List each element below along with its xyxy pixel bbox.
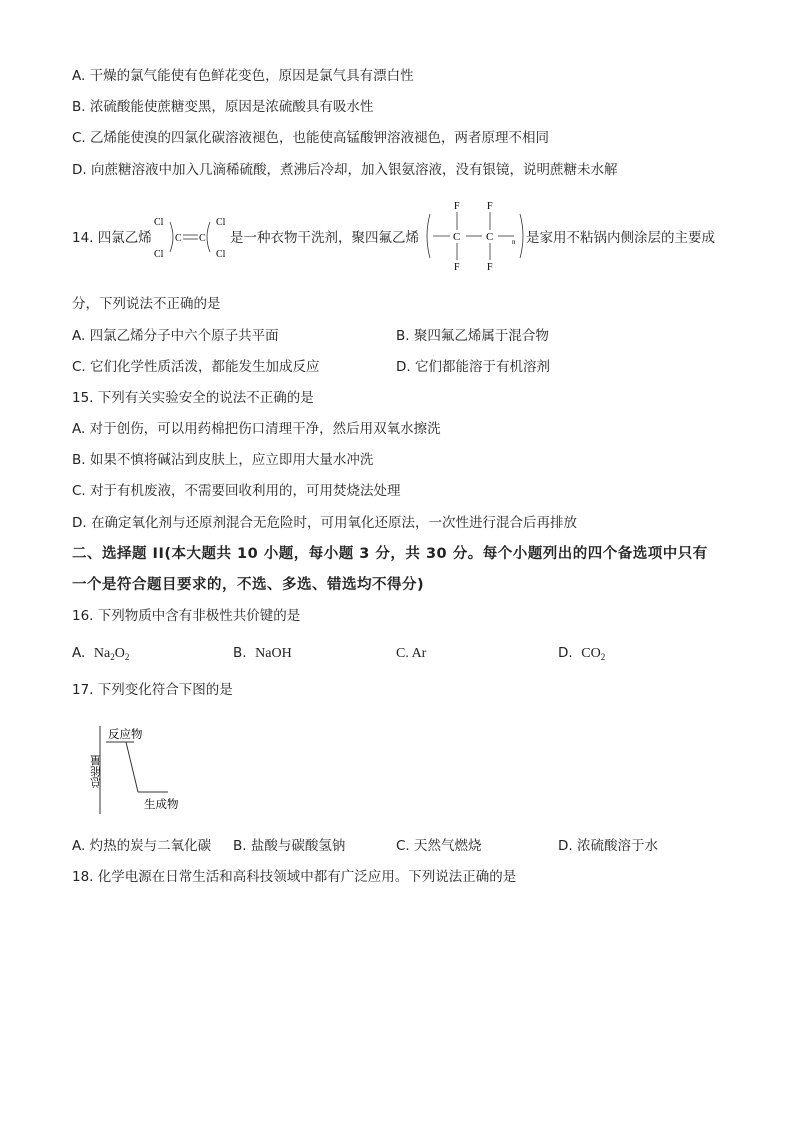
ptfe-carbon-2: C: [486, 231, 494, 243]
q16-option-b: B. NaOH: [233, 645, 292, 661]
section-2-heading-line2: 一个是符合题目要求的，不选、多选、错选均不得分): [72, 577, 425, 593]
q14-stem-continuation: 分，下列说法不正确的是: [72, 296, 221, 312]
q16-option-a: A. $Na_2O_2$: [72, 645, 130, 662]
cl-atom-top-right: Cl: [216, 217, 226, 228]
q15-option-b: B. 如果不慎将碱沾到皮肤上，应立即用大量水冲洗: [72, 452, 374, 468]
section-2-heading-line1: 二、选择题 II(本大题共 10 小题，每小题 3 分，共 30 分。每个小题列出的四个备选项中只有: [72, 546, 708, 562]
ptfe-carbon-1: C: [453, 231, 461, 243]
f-atom-1: F: [454, 201, 460, 212]
q17-option-a: A. 灼热的炭与二氧化碳: [72, 838, 212, 854]
q14-stem-prefix: 14. 四氯乙烯: [72, 230, 152, 246]
q18-stem: 18. 化学电源在日常生活和高科技领域中都有广泛应用。下列说法正确的是: [72, 869, 517, 885]
q15-option-d: D. 在确定氧化剂与还原剂混合无危险时，可用氧化还原法，一次性进行混合后再排放: [72, 515, 577, 531]
q17-option-c: C. 天然气燃烧: [396, 838, 482, 854]
q13-option-a: A. 干燥的氯气能使有色鲜花变色，原因是氯气具有漂白性: [72, 68, 414, 84]
ptfe-structure: [424, 200, 526, 272]
q16-option-d: D. $CO_2$: [558, 645, 606, 662]
cl-atom-top-left: Cl: [154, 217, 164, 228]
q16-stem: 16. 下列物质中含有非极性共价键的是: [72, 608, 301, 624]
q14-stem-middle: 是一种衣物干洗剂，聚四氟乙烯: [230, 230, 419, 246]
q15-option-c: C. 对于有机废液，不需要回收利用的，可用焚烧法处理: [72, 483, 401, 499]
q14-option-d: D. 它们都能溶于有机溶剂: [396, 359, 550, 375]
q13-option-c: C. 乙烯能使溴的四氯化碳溶液褪色，也能使高锰酸钾溶液褪色，两者原理不相同: [72, 130, 550, 146]
q17-stem: 17. 下列变化符合下图的是: [72, 682, 233, 698]
q17-option-b: B. 盐酸与碳酸氢钠: [233, 838, 346, 854]
reactant-label: 反应物: [108, 727, 143, 741]
energy-diagram: [84, 722, 204, 822]
q14-option-c: C. 它们化学性质活泼，都能发生加成反应: [72, 359, 320, 375]
cl-atom-bottom-right: Cl: [216, 249, 226, 260]
cl-atom-bottom-left: Cl: [154, 249, 164, 260]
q14-option-b: B. 聚四氟乙烯属于混合物: [396, 328, 549, 344]
q14-stem-suffix: 是家用不粘锅内侧涂层的主要成: [526, 230, 715, 246]
q15-option-a: A. 对于创伤，可以用药棉把伤口清理干净，然后用双氧水擦洗: [72, 421, 441, 437]
q16-option-c: C. Ar: [396, 646, 427, 661]
f-atom-3: F: [487, 201, 493, 212]
carbon-atom-right: C: [199, 233, 206, 244]
subscript-n: n: [512, 238, 516, 246]
tetrachloroethylene-structure: [146, 212, 232, 262]
q13-option-d: D. 向蔗糖溶液中加入几滴稀硫酸，煮沸后冷却，加入银氨溶液，没有银镜，说明蔗糖未水解: [72, 162, 618, 178]
f-atom-2: F: [454, 262, 460, 272]
f-atom-4: F: [487, 262, 493, 272]
q15-stem: 15. 下列有关实验安全的说法不正确的是: [72, 390, 314, 406]
q13-option-b: B. 浓硫酸能使蔗糖变黑，原因是浓硫酸具有吸水性: [72, 99, 374, 115]
q17-option-d: D. 浓硫酸溶于水: [558, 838, 658, 854]
energy-axis-label: 总能量: [89, 755, 103, 788]
q14-option-a: A. 四氯乙烯分子中六个原子共平面: [72, 328, 279, 344]
carbon-atom-left: C: [175, 233, 182, 244]
product-label: 生成物: [144, 797, 179, 811]
